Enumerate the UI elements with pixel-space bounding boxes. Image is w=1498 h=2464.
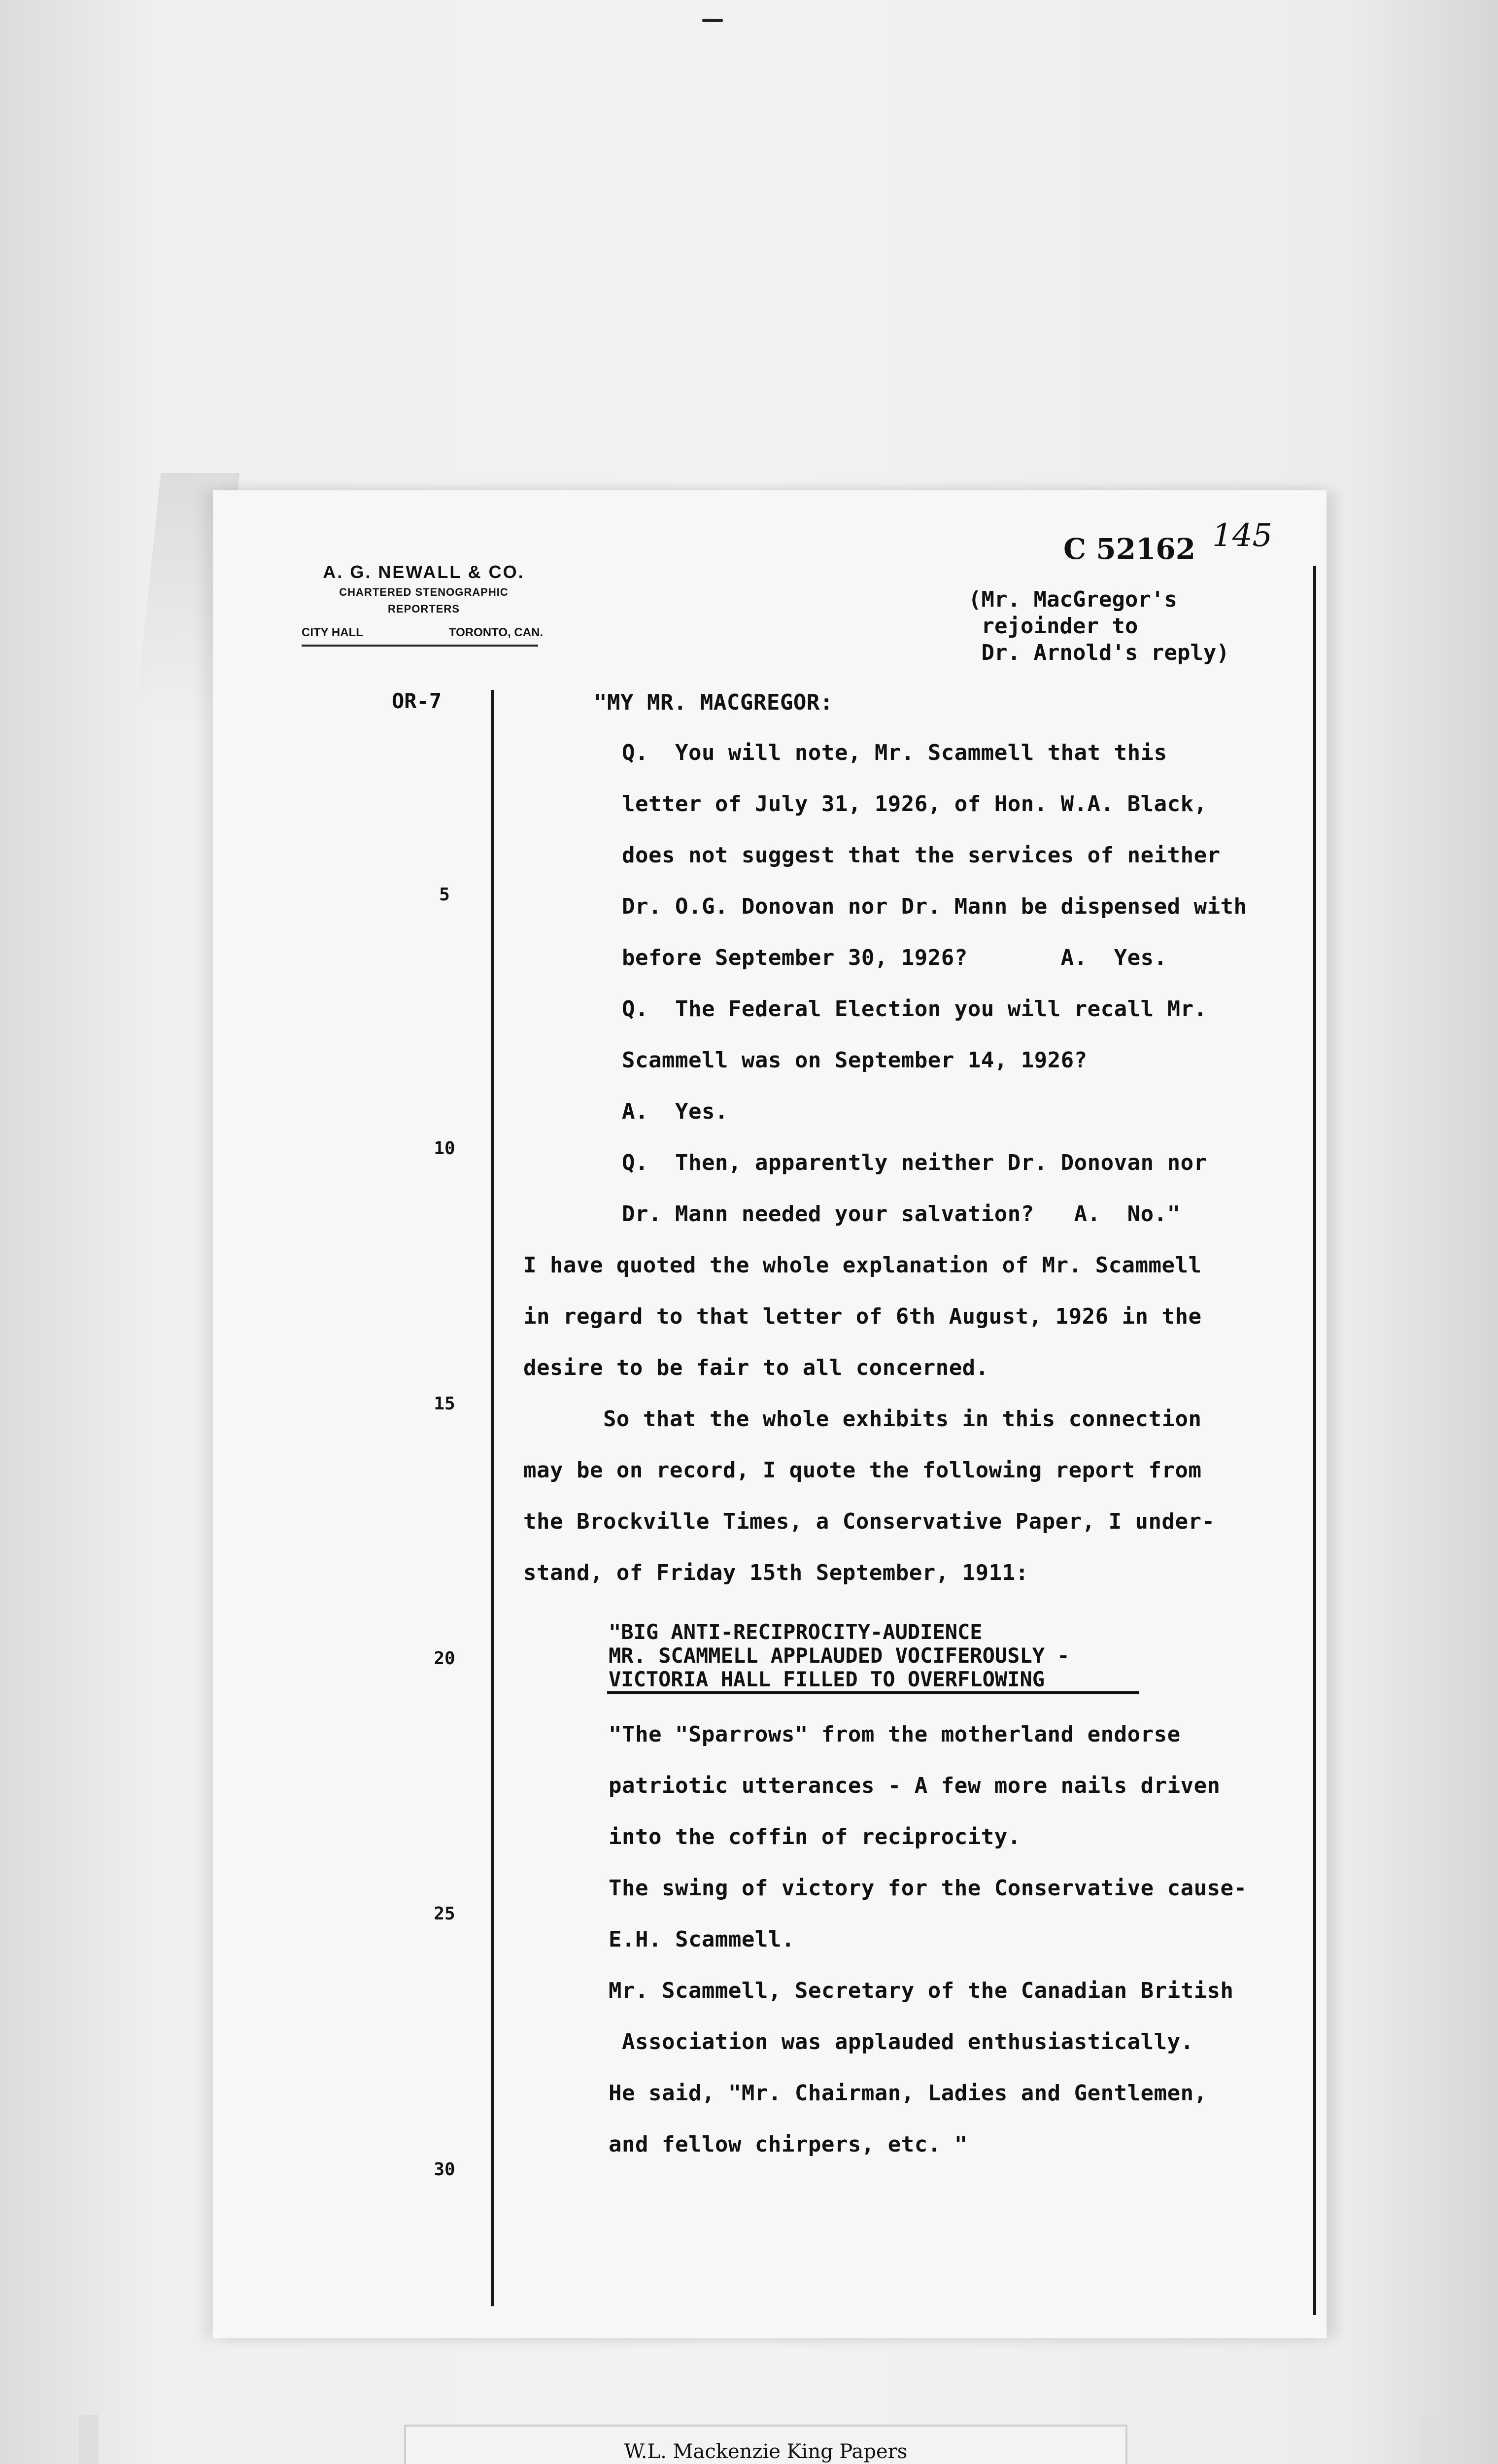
line-number: 10 xyxy=(434,1138,455,1159)
line-number: 20 xyxy=(434,1648,455,1669)
text-line: A. Yes. xyxy=(622,1099,728,1124)
document-caption: (Mr. MacGregor's rejoinder to Dr. Arnold's reply) xyxy=(968,587,1229,665)
text-line: E.H. Scammell. xyxy=(609,1927,795,1952)
headline-line: MR. SCAMMELL APPLAUDED VOCIFEROUSLY - xyxy=(609,1643,1070,1668)
text-line: Mr. Scammell, Secretary of the Canadian British xyxy=(609,1978,1234,2003)
headline-underline xyxy=(607,1691,1139,1694)
text-line: in regard to that letter of 6th August, 1926 in the xyxy=(523,1304,1202,1329)
archive-label-collection: W.L. Mackenzie King Papers xyxy=(624,2440,908,2463)
handwritten-page-number: 145 xyxy=(1212,517,1273,554)
address-city-hall: CITY HALL xyxy=(302,626,363,639)
text-line: patriotic utterances - A few more nails driven xyxy=(609,1773,1221,1798)
archive-label xyxy=(404,2425,1127,2464)
text-line: desire to be fair to all concerned. xyxy=(523,1355,989,1380)
text-line: letter of July 31, 1926, of Hon. W.A. Black, xyxy=(622,791,1207,817)
address-toronto: TORONTO, CAN. xyxy=(448,626,543,639)
text-line: before September 30, 1926? A. Yes. xyxy=(622,945,1167,970)
text-line: Dr. O.G. Donovan nor Dr. Mann be dispensed with xyxy=(622,894,1247,919)
text-line: The swing of victory for the Conservative cause- xyxy=(609,1876,1247,1901)
headline-line: VICTORIA HALL FILLED TO OVERFLOWING xyxy=(609,1667,1045,1691)
text-line: Q. You will note, Mr. Scammell that this xyxy=(622,740,1167,765)
text-line: may be on record, I quote the following report from xyxy=(523,1458,1202,1483)
text-line: "The "Sparrows" from the motherland endorse xyxy=(609,1722,1181,1747)
text-line: and fellow chirpers, etc. " xyxy=(609,2132,968,2157)
headline-line: "BIG ANTI-RECIPROCITY-AUDIENCE xyxy=(609,1620,983,1644)
line-number: 30 xyxy=(434,2159,455,2180)
text-line: Scammell was on September 14, 1926? xyxy=(622,1048,1088,1073)
text-line: stand, of Friday 15th September, 1911: xyxy=(523,1560,1029,1585)
left-margin-rule xyxy=(491,690,494,2306)
text-line: Q. The Federal Election you will recall Mr. xyxy=(622,996,1207,1022)
text-line: into the coffin of reciprocity. xyxy=(609,1824,1021,1849)
text-line: Q. Then, apparently neither Dr. Donovan nor xyxy=(622,1150,1207,1175)
line-number: 5 xyxy=(439,885,450,905)
text-line: I have quoted the whole explanation of Mr. Scammell xyxy=(523,1253,1202,1278)
firm-name: A. G. NEWALL & CO. xyxy=(323,562,525,582)
letterhead-rule xyxy=(302,645,538,647)
text-line: the Brockville Times, a Conservative Paper, I under- xyxy=(523,1509,1215,1534)
document-number: C 52162 xyxy=(1063,532,1196,566)
film-mark xyxy=(702,19,723,22)
text-line: Association was applauded enthusiastically. xyxy=(609,2029,1194,2054)
text-line: He said, "Mr. Chairman, Ladies and Gentlemen, xyxy=(609,2081,1207,2106)
firm-subtitle-1: CHARTERED STENOGRAPHIC xyxy=(339,586,509,598)
line-number: 15 xyxy=(434,1394,455,1414)
text-line: So that the whole exhibits in this connection xyxy=(523,1406,1202,1432)
right-margin-rule xyxy=(1313,566,1316,2315)
page-reference: OR-7 xyxy=(392,689,442,713)
letterhead-address xyxy=(302,626,543,640)
line-number: 25 xyxy=(434,1904,455,1924)
text-line: does not suggest that the services of neither xyxy=(622,843,1221,868)
firm-subtitle-2: REPORTERS xyxy=(388,603,460,615)
text-line: Dr. Mann needed your salvation? A. No." xyxy=(622,1201,1181,1227)
text-line: "MY MR. MACGREGOR: xyxy=(594,690,833,715)
letterhead xyxy=(301,562,547,616)
